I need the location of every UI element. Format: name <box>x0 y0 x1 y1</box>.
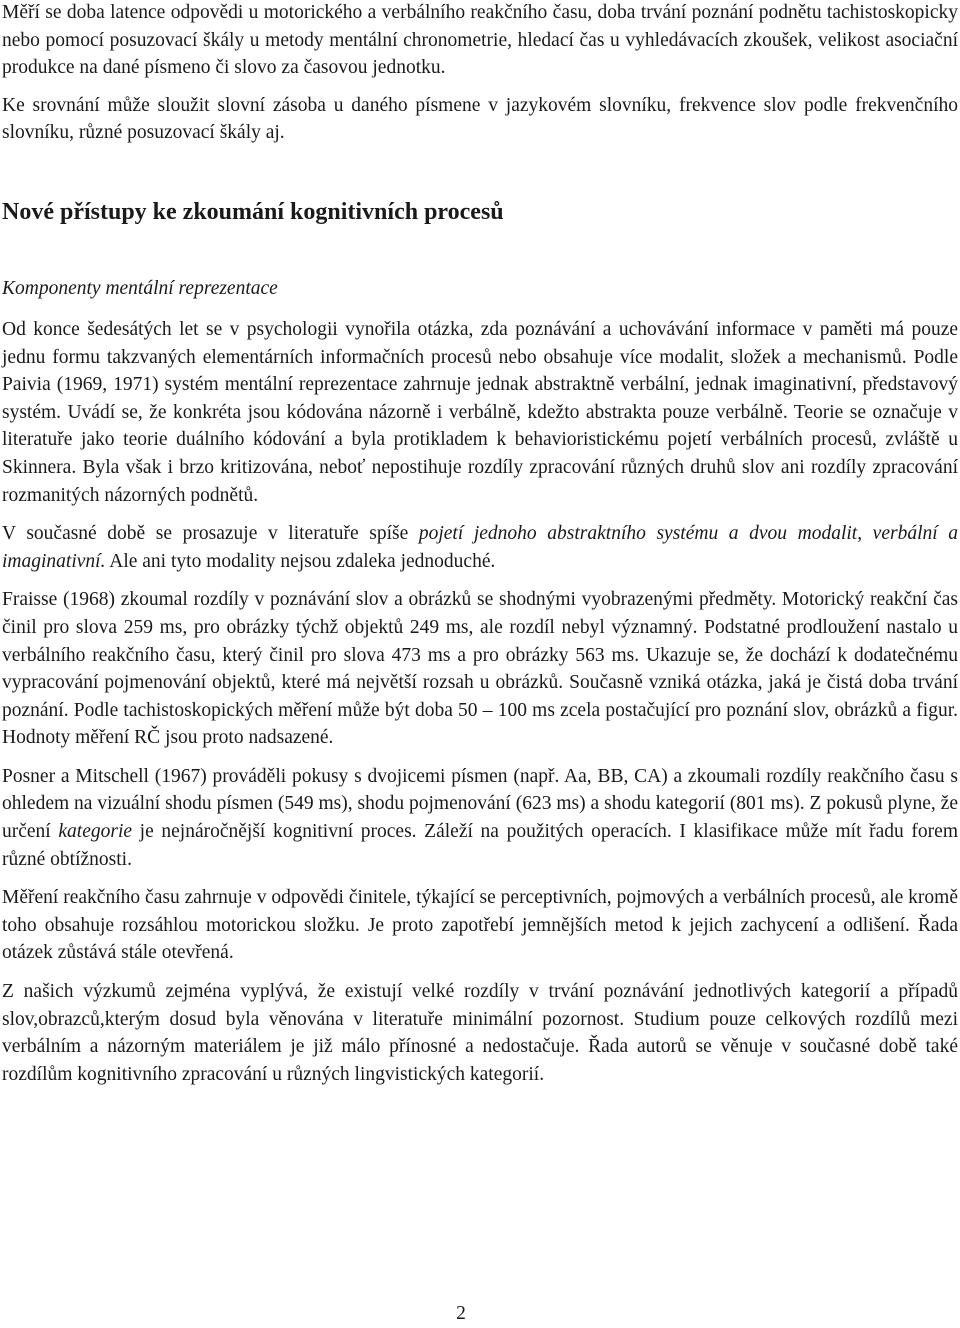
current-view-emphasis: pojetí jednoho abstraktního systému a dvou modalit, verbální a imaginativní. <box>2 523 959 572</box>
paragraph-current-view <box>2 520 958 575</box>
section-heading: Nové přístupy ke zkoumání kognitivních procesů <box>2 198 504 225</box>
current-view-text-end: Ale ani tyto modality nejsou zdaleka jednoduché. <box>105 550 496 572</box>
paragraph-fraisse: Fraisse (1968) zkoumal rozdíly v poznávání slov a obrázků se shodnými vyobrazenými předměty. Motorický reakční čas činil pro slova 259 ms, pro obrázky týchž objektů 249 ms, ale rozdíl nebyl významný. Podstatné prodloužení nastalo u verbálního reakčního času, který činil pro slova 473 ms a pro obrázky 563 ms. Ukazuje se, že dochází k dodatečnému vypracování pojmenování objektů, které má největší rozsah u obrázků. Současně vzniká otázka, jaká je čistá doba trvání poznání. Podle tachistoskopických měření může být doba 50 – 100 ms zcela postačující pro poznání slov, obrázků a figur. Hodnoty měření RČ jsou proto nadsazené. <box>2 589 958 749</box>
paragraph-reaction-time-measurement: Měření reakčního času zahrnuje v odpovědi činitele, týkající se perceptivních, pojmových a verbálních procesů, ale kromě toho obsahuje rozsáhlou motorickou složku. Je proto zapotřebí jemnějších metod k jejich zachycení a odlišení. Řada otázek zůstává stále otevřená. <box>2 887 958 964</box>
paragraph-comparison: Ke srovnání může sloužit slovní zásoba u daného písmene v jazykovém slovníku, frekvence slov podle frekvenčního slovníku, různé posuzovací škály aj. <box>2 94 958 144</box>
paragraph-mental-representation: Od konce šedesátých let se v psychologii vynořila otázka, zda poznávání a uchovávání informace v paměti má pouze jednu formu takzvaných elementárních informačních procesů nebo obsahuje více modalit, složek a mechanismů. Podle Paivia (1969, 1971) systém mentální reprezentace zahrnuje jednak abstraktně verbální, jednak imaginativní, představový systém. Uvádí se, že konkréta jsou kódována názorně i verbálně, kdežto abstrakta pouze verbálně. Teorie se označuje v literatuře jako teorie duálního kódování a byla protikladem k behavioristickému pojetí verbálních procesů, zvláště u Skinnera. Byla však i brzo kritizována, neboť nepostihuje rozdíly zpracování různých druhů slov ani rozdíly zpracování rozmanitých názorných podnětů. <box>2 318 958 506</box>
posner-emphasis: kategorie <box>58 821 133 843</box>
paragraph-research-findings: Z našich výzkumů zejména vyplývá, že existují velké rozdíly v trvání poznávání jednotlivých kategorií a případů slov,obrazců,kterým dosud byla věnována v literatuře minimální pozornost. Studium pouze celkových rozdílů mezi verbálním a názorným materiálem je již málo přínosné a nedostačuje. Řada autorů se věnuje v současné době také rozdílům kognitivního zpracování u různých lingvistických kategorií. <box>2 981 958 1085</box>
subsection-heading: Komponenty mentální reprezentace <box>2 277 278 299</box>
posner-text-end: je nejnáročnější kognitivní proces. Záleží na použitých operacích. I klasifikace může mít řadu forem různé obtížnosti. <box>2 821 958 870</box>
paragraph-intro: Měří se doba latence odpovědi u motorického a verbálního reakčního času, doba trvání poznání podnětu tachistoskopicky nebo pomocí posuzovací škály u metody mentální chronometrie, hledací čas u vyhledávacích zkoušek, velikost asociační produkce na dané písmeno či slovo za časovou jednotku. <box>2 2 958 79</box>
document-page <box>2 0 958 1088</box>
current-view-text-start: V současné době se prosazuje v literatuře spíše <box>2 523 419 545</box>
page-number: 2 <box>456 1303 466 1324</box>
paragraph-posner <box>2 763 958 873</box>
posner-text-start: Posner a Mitschell (1967) prováděli pokusy s dvojicemi písmen (např. Aa, BB, CA) a zkoumali rozdíly reakčního času s ohledem na vizuální shodu písmen (549 ms), shodu pojmenování (623 ms) a shodu kategorií (801 ms). Z pokusů plyne, že určení <box>2 765 958 843</box>
